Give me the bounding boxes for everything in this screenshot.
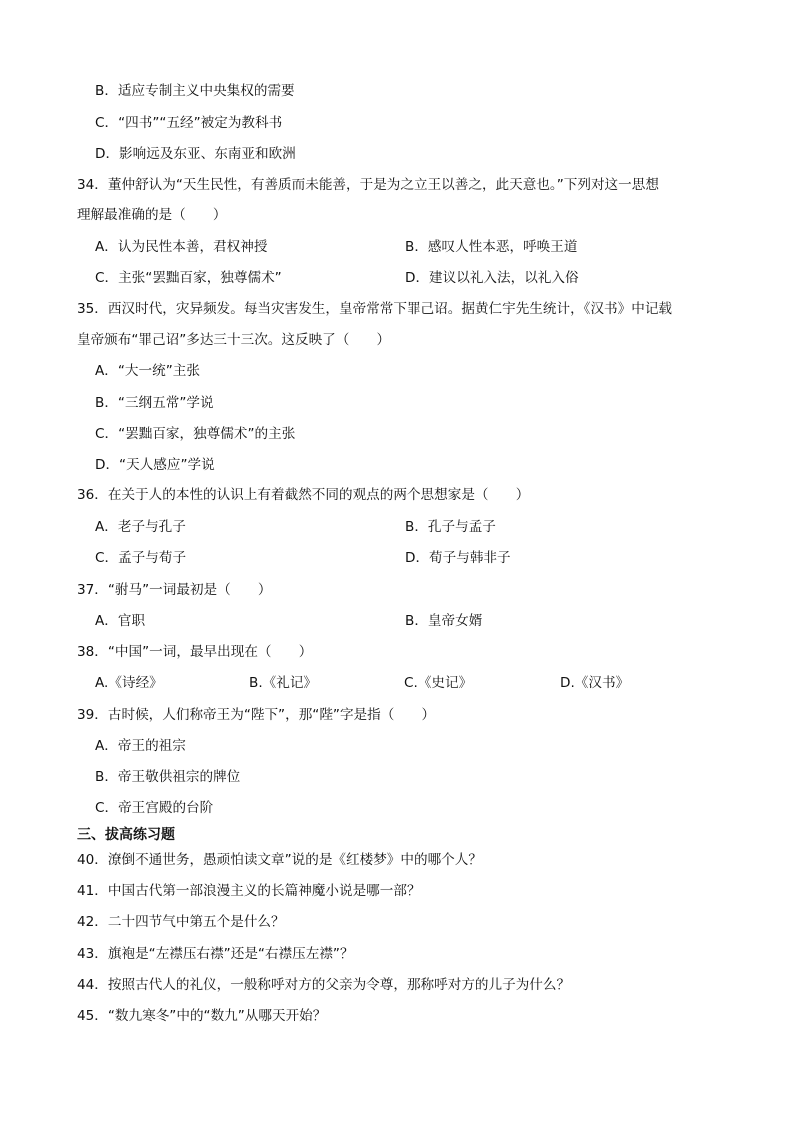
q38-option-b: B.《礼记》 — [249, 675, 318, 691]
q37-option-b: B．皇帝女婿 — [405, 613, 483, 629]
q36-option-a: A．老子与孔子 — [95, 519, 186, 535]
q34-option-a: A．认为民性本善，君权神授 — [95, 239, 268, 255]
q34-option-c: C．主张“罢黜百家，独尊儒术” — [95, 270, 282, 286]
q42-stem: 42．二十四节气中第五个是什么？ — [77, 914, 285, 930]
q34-stem-line1: 34．董仲舒认为“天生民性，有善质而未能善，于是为之立王以善之，此天意也。”下列对这一思想 — [77, 177, 659, 193]
q39-option-c: C．帝王宫殿的台阶 — [95, 800, 214, 816]
q35-option-a: A．“大一统”主张 — [95, 363, 200, 379]
section-heading: 三、拔高练习题 — [77, 827, 175, 843]
q38-option-a: A.《诗经》 — [95, 675, 163, 691]
q35-option-b: B．“三纲五常”学说 — [95, 395, 214, 411]
q36-option-c: C．孟子与荀子 — [95, 550, 187, 566]
q40-stem: 40．潦倒不通世务，愚顽怕读文章”说的是《红楼梦》中的哪个人？ — [77, 852, 482, 868]
q33-option-c: C．“四书”“五经”被定为教科书 — [95, 115, 283, 131]
q37-option-a: A．官职 — [95, 613, 146, 629]
q36-option-d: D．荀子与韩非子 — [405, 550, 511, 566]
q39-option-b: B．帝王敬供祖宗的牌位 — [95, 769, 241, 785]
q39-option-a: A．帝王的祖宗 — [95, 738, 186, 754]
q36-stem: 36．在关于人的本性的认识上有着截然不同的观点的两个思想家是（ ） — [77, 487, 530, 503]
q35-option-c: C．“罢黜百家，独尊儒术”的主张 — [95, 426, 296, 442]
q35-stem-line1: 35．西汉时代，灾异频发。每当灾害发生，皇帝常常下罪己诏。据黄仁宇先生统计，《汉书》中记载 — [77, 301, 673, 317]
q33-option-d: D．影响远及东亚、东南亚和欧洲 — [95, 146, 296, 162]
q38-option-d: D.《汉书》 — [560, 675, 630, 691]
q34-stem-line2: 理解最准确的是（ ） — [77, 207, 227, 223]
q38-stem: 38．“中国”一词，最早出现在（ ） — [77, 644, 313, 660]
q43-stem: 43．旗袍是“左襟压右襟”还是“右襟压左襟”？ — [77, 946, 354, 962]
q44-stem: 44．按照古代人的礼仪，一般称呼对方的父亲为令尊，那称呼对方的儿子为什么？ — [77, 977, 571, 993]
q38-option-c: C.《史记》 — [404, 675, 473, 691]
q37-stem: 37．“驸马”一词最初是（ ） — [77, 582, 272, 598]
q36-option-b: B．孔子与孟子 — [405, 519, 496, 535]
q33-option-b: B．适应专制主义中央集权的需要 — [95, 83, 295, 99]
q45-stem: 45．“数九寒冬”中的“数九”从哪天开始？ — [77, 1008, 327, 1024]
q34-option-b: B．感叹人性本恶，呼唤王道 — [405, 239, 578, 255]
q41-stem: 41．中国古代第一部浪漫主义的长篇神魔小说是哪一部？ — [77, 883, 421, 899]
q34-option-d: D．建议以礼入法，以礼入俗 — [405, 270, 579, 286]
q35-stem-line2: 皇帝颁布“罪己诏”多达三十三次。这反映了（ ） — [77, 332, 391, 348]
q35-option-d: D．“天人感应”学说 — [95, 457, 215, 473]
q39-stem: 39．古时候，人们称帝王为“陛下”，那“陛”字是指（ ） — [77, 707, 436, 723]
